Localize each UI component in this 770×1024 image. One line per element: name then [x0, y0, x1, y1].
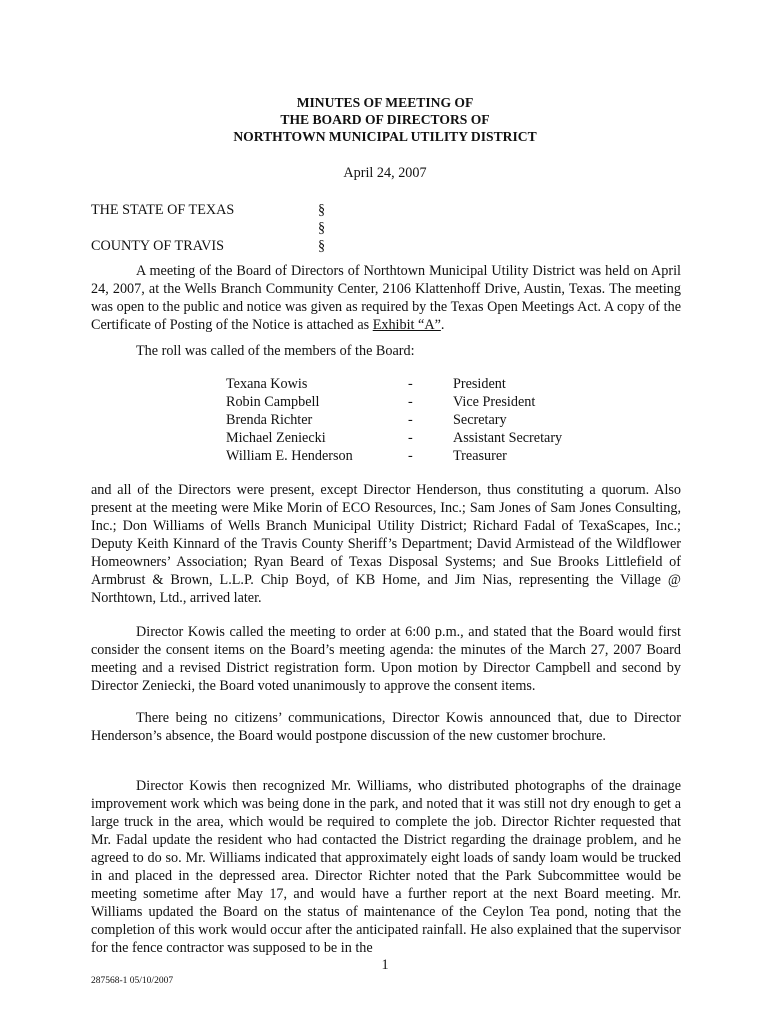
title-line: NORTHTOWN MUNICIPAL UTILITY DISTRICT: [233, 129, 537, 144]
drainage-paragraph: Director Kowis then recognized Mr. Williams, who distributed photographs of the drainage improvement work which was being done in the park, and noted that it was still not dry enough to get a large truck in the area, which would be required to complete the job. Director Richter requested that Mr. Fadal update the resident who had contacted the District regarding the drainage problem, and he agreed to do so. Mr. Williams indicated that approximately eight loads of sandy loam would be trucked in and placed in the depressed area. Director Richter noted that the Park Subcommittee would be meeting sometime after May 17, and would have a further report at the next Board meeting. Mr. Williams updated the Board on the status of maintenance of the Ceylon Tea pond, noting that the completion of this work would occur after the anticipated rainfall. He also explained that the supervisor for the fence contractor was supposed to be in the: [91, 778, 681, 956]
dash: -: [408, 448, 413, 464]
document-footer: 287568-1 05/10/2007: [91, 976, 174, 986]
opening-paragraph-end: .: [440, 317, 445, 333]
document-title: [0, 94, 770, 145]
citizens-communications-paragraph: There being no citizens’ communications, Director Kowis announced that, due to Director Henderson’s absence, the Board would postpone discussion of the new customer brochure.: [91, 710, 681, 744]
director-title: Treasurer: [453, 448, 507, 464]
attendance-paragraph: and all of the Directors were present, except Director Henderson, thus constituting a quorum. Also present at the meeting were Mike Morin of ECO Resources, Inc.; Sam Jones of Sam Jones Consulting, Inc.; Don Williams of Wells Branch Municipal Utility District; Richard Fadal of TexaScapes, Inc.; Deputy Keith Kinnard of the Travis County Sheriff’s Department; David Armistead of the Wildflower Homeowners’ Association; Ryan Beard of Texas Disposal Systems; and Sue Brooks Littlefield of Armbrust & Brown, L.L.P. Chip Boyd, of KB Home, and Jim Nias, representing the Village @ Northtown, Ltd., arrived later.: [91, 482, 681, 606]
director-title: Assistant Secretary: [453, 430, 563, 446]
director-name: Robin Campbell: [226, 394, 320, 410]
exhibit-reference: Exhibit “A”: [372, 317, 441, 333]
dash: -: [408, 412, 413, 428]
caption-state: THE STATE OF TEXAS: [91, 202, 235, 218]
director-name: Brenda Richter: [226, 412, 313, 428]
director-title: President: [453, 376, 506, 392]
caption-county: COUNTY OF TRAVIS: [91, 238, 224, 254]
director-name: Texana Kowis: [226, 376, 308, 392]
opening-paragraph: [91, 262, 681, 334]
director-name: Michael Zeniecki: [226, 430, 326, 446]
section-symbol: §: [318, 220, 326, 236]
director-title: Vice President: [453, 394, 536, 410]
title-line: MINUTES OF MEETING OF: [296, 95, 474, 110]
consent-items-paragraph: Director Kowis called the meeting to order at 6:00 p.m., and stated that the Board would first consider the consent items on the Board’s meeting agenda: the minutes of the March 27, 2007 Board meeting and a revised District registration form. Upon motion by Director Campbell and second by Director Zeniecki, the Board voted unanimously to approve the consent items.: [91, 624, 681, 694]
section-symbol: §: [318, 202, 326, 218]
page-number: 1: [381, 957, 389, 973]
title-line: THE BOARD OF DIRECTORS OF: [280, 112, 490, 127]
roll-intro: The roll was called of the members of the Board:: [136, 343, 415, 359]
dash: -: [408, 376, 413, 392]
meeting-date: April 24, 2007: [343, 165, 427, 181]
dash: -: [408, 430, 413, 446]
director-title: Secretary: [453, 412, 507, 428]
opening-paragraph-text: A meeting of the Board of Directors of Northtown Municipal Utility District was held on April 24, 2007, at the Wells Branch Community Center, 2106 Klattenhoff Drive, Austin, Texas. The meeting was open to the public and notice was given as required by the Texas Open Meetings Act. A copy of the Certificate of Posting of the Notice is attached as: [91, 263, 681, 333]
section-symbol: §: [318, 238, 326, 254]
director-name: William E. Henderson: [226, 448, 353, 464]
dash: -: [408, 394, 413, 410]
